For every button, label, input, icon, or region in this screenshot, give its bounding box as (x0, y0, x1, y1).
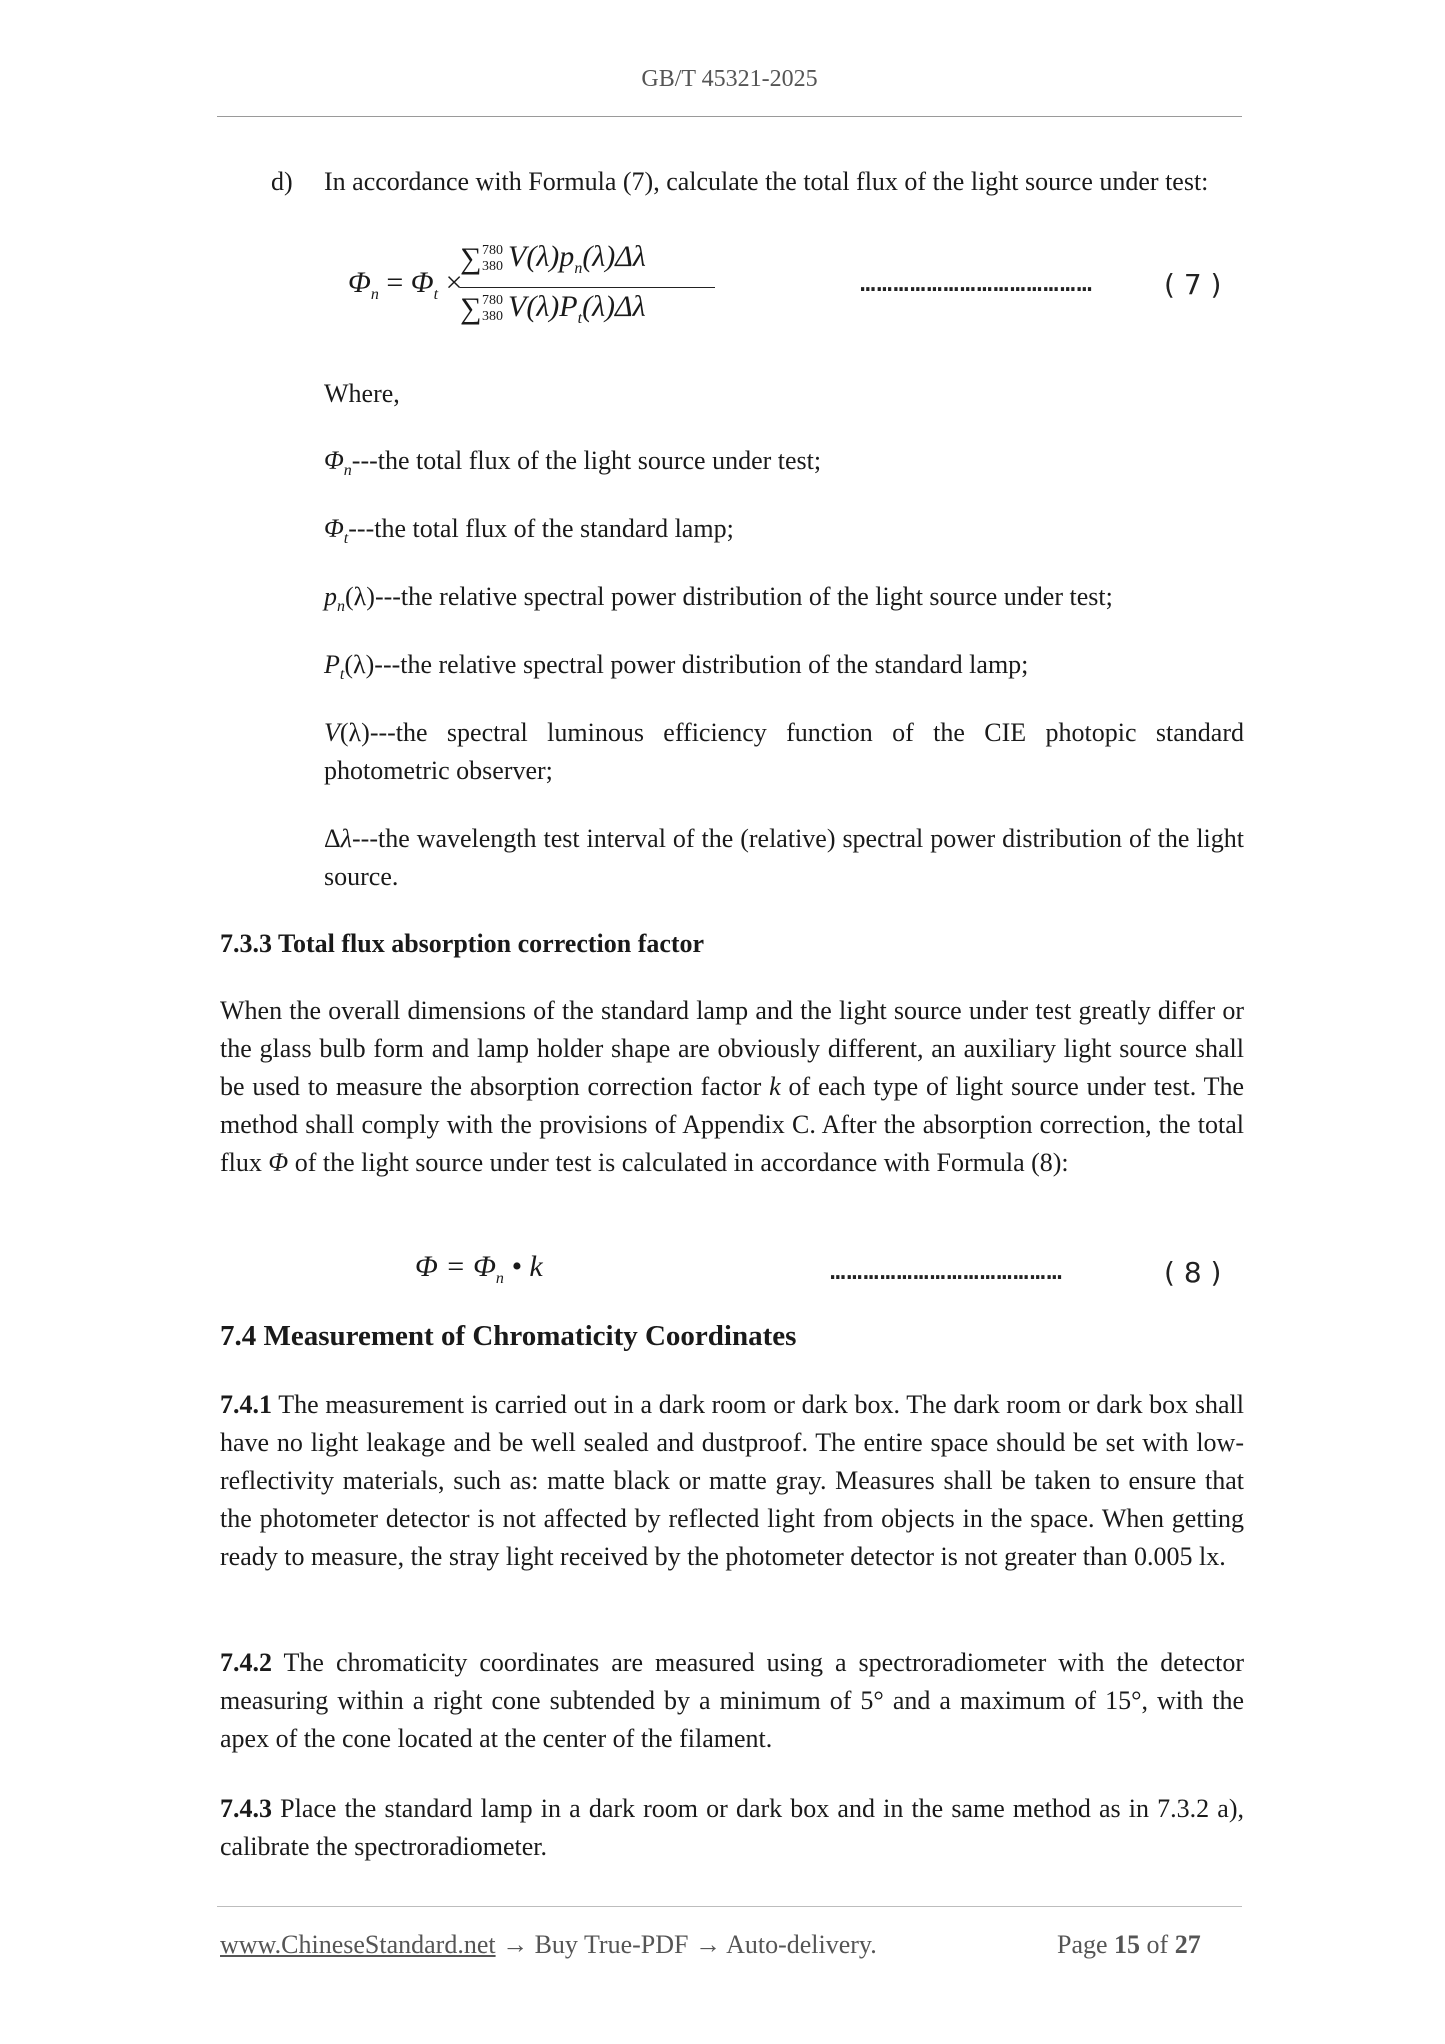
formula-7-fraction (460, 240, 760, 328)
section-74-heading: 7.4 Measurement of Chromaticity Coordinates (220, 1320, 797, 1352)
step-d-text: In accordance with Formula (7), calculate the total flux of the light source under test: (324, 167, 1209, 196)
page-indicator: Page 15 of 27 (1057, 1930, 1201, 1959)
paragraph-743: 7.4.3 Place the standard lamp in a dark room or dark box and in the same method as in 7.3.2 a), calibrate the spectroradiometer. (220, 1794, 1244, 1861)
formula-7-numerator: ∑ 780 380 $V(\lambda)p_n(\lambda)\Delta\lambda$ (460, 240, 646, 277)
where-item-v: V(λ)---the spectral luminous efficiency function of the CIE photopic standard photometric observer; (324, 718, 1244, 785)
paragraph-741: 7.4.1 The measurement is carried out in a dark room or dark box. The dark room or dark box shall have no light leakage and be well sealed and dustproof. The entire space should be set with low-reflectivity materials, such as: matte black or matte gray. Measures shall be taken to ensure that the photometer detector is not affected by reflected light from objects in the space. When getting ready to measure, the stray light received by the photometer detector is not greater than 0.005 lx. (220, 1390, 1244, 1571)
auto-delivery-text: Auto-delivery. (726, 1930, 877, 1959)
where-label: Where, (324, 379, 400, 408)
formula-7-leader-dots: …………………………………… (860, 268, 1094, 298)
formula-8-number: ( 8 ) (1164, 1256, 1222, 1289)
step-d-marker: d) (271, 167, 293, 196)
where-item-pn: $p_n(\lambda)--$-the relative spectral power distribution of the light source under test; (324, 582, 1113, 616)
document-id-header: GB/T 45321-2025 (641, 66, 818, 92)
footer-rule (217, 1906, 1242, 1907)
formula-7-lhs: $\Phi_n = \Phi_t$ × (348, 266, 463, 303)
formula-7-denominator: ∑ 780 380 $V(\lambda)P_t(\lambda)\Delta\lambda$ (460, 290, 646, 327)
section-733-heading: 7.3.3 Total flux absorption correction factor (220, 929, 705, 958)
page-number: 15 (1114, 1930, 1141, 1959)
where-item-phi-t: $\Phi_t--$-the total flux of the standard lamp; (324, 514, 734, 548)
formula-8: $\Phi = \Phi_n$ • k (415, 1250, 543, 1287)
where-item-delta-lambda: Δλ---the wavelength test interval of the (relative) spectral power distribution of the light source. (324, 824, 1244, 891)
paragraph-742: 7.4.2 The chromaticity coordinates are measured using a spectroradiometer with the detector measuring within a right cone subtended by a minimum of 5° and a maximum of 15°, with the apex of the cone located at the center of the filament. (220, 1648, 1244, 1753)
fraction-bar (460, 287, 715, 288)
where-item-pt: $P_t(\lambda)--$-the relative spectral power distribution of the standard lamp; (324, 650, 1029, 684)
formula-7 (348, 240, 768, 335)
section-733-paragraph: When the overall dimensions of the standard lamp and the light source under test greatly differ or the glass bulb form and lamp holder shape are obviously different, an auxiliary light source shall be used to measure the absorption correction factor k of each type of light source under test. The method shall comply with the provisions of Appendix C. After the absorption correction, the total flux Φ of the light source under test is calculated in accordance with Formula (8): (220, 996, 1245, 1177)
formula-8-leader-dots: …………………………………… (830, 1256, 1064, 1286)
buy-true-pdf-text: Buy True-PDF (534, 1930, 689, 1959)
chinese-standard-link[interactable]: www.ChineseStandard.net (220, 1930, 496, 1959)
formula-7-number: ( 7 ) (1164, 268, 1222, 301)
page-total: 27 (1174, 1930, 1201, 1959)
where-item-phi-n: $\Phi_n--$-the total flux of the light source under test; (324, 446, 822, 480)
footer-links: www.ChineseStandard.net → Buy True-PDF → Auto-delivery. (220, 1930, 877, 1959)
header-rule (217, 116, 1242, 117)
